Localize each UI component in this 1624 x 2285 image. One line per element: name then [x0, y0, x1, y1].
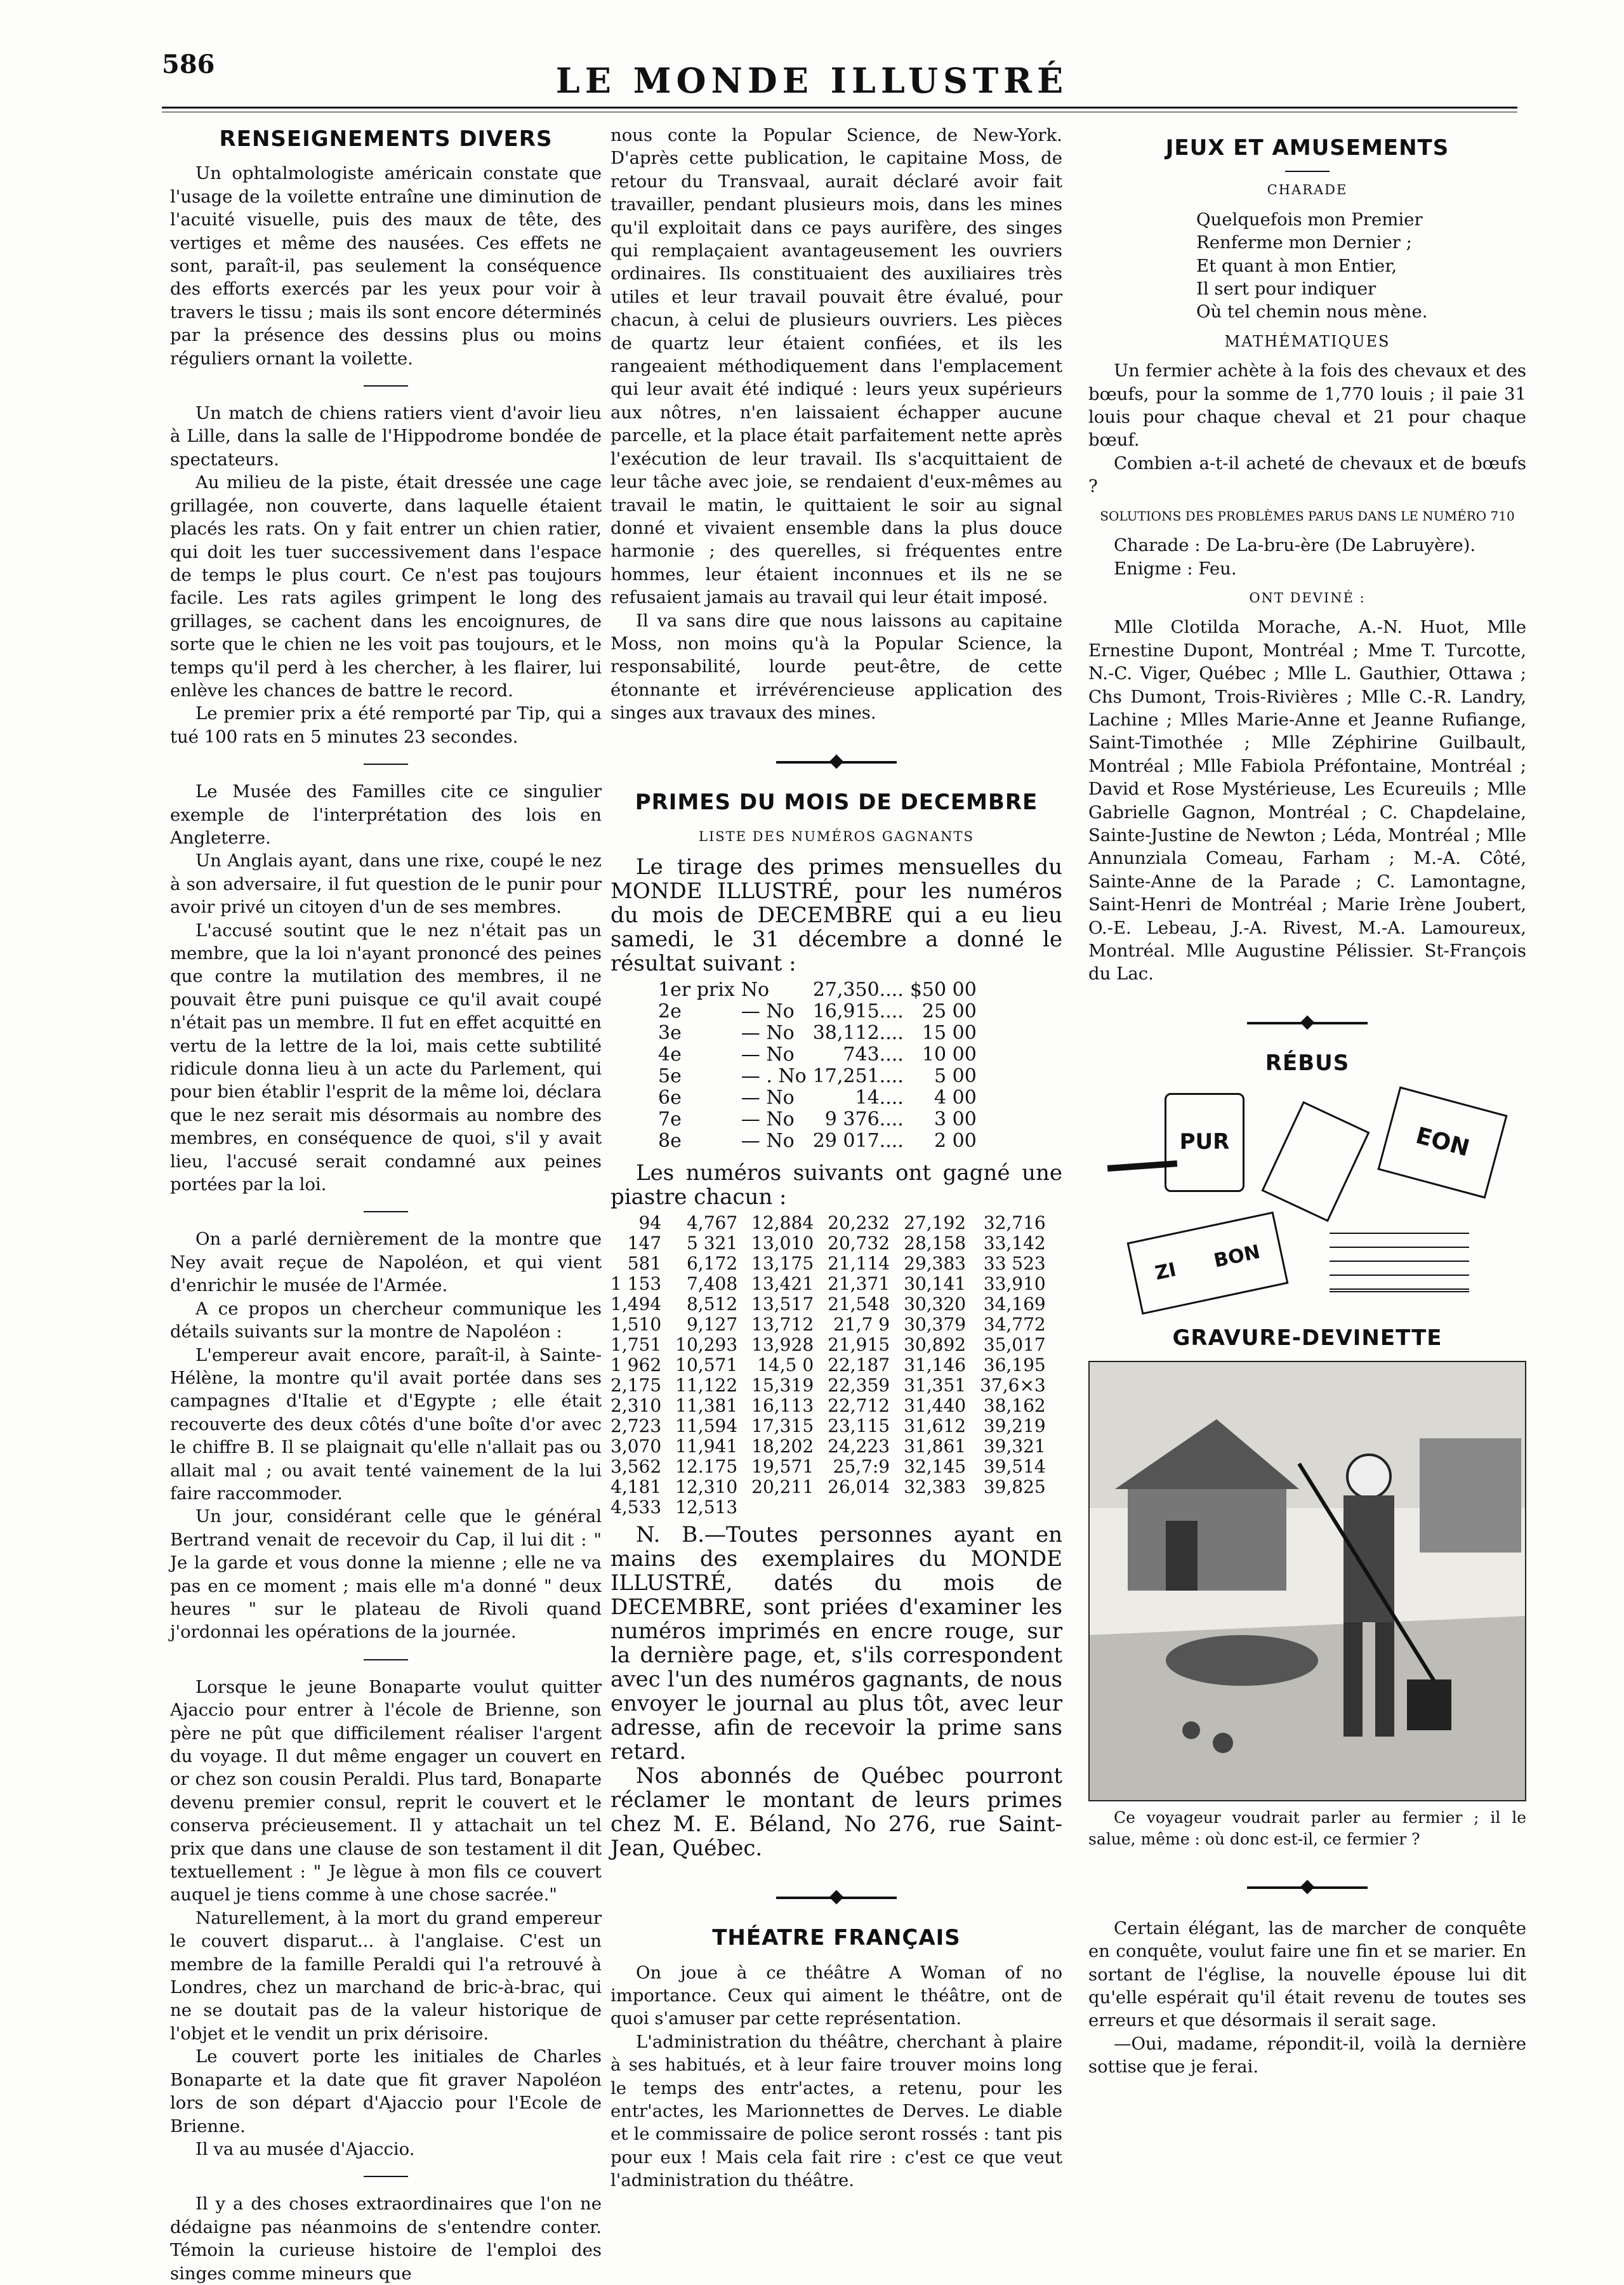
math-label: MATHÉMATIQUES: [1224, 332, 1390, 350]
numbers-row: [611, 1294, 1060, 1315]
numbers-row: [611, 1233, 1060, 1254]
winning-number: 2,175: [611, 1374, 662, 1396]
article-paragraph: Le premier prix a été remporté par Tip, qui a tué 100 rats en 5 minutes 23 secondes.: [170, 703, 602, 747]
winning-number: 27,192: [904, 1212, 967, 1233]
winning-number: 31,861: [904, 1435, 967, 1457]
winning-number: 34,169: [983, 1293, 1046, 1315]
winning-number: [828, 1497, 904, 1518]
quebec-notice: Nos abonnés de Québec pourront réclamer le montant de leurs primes chez M. E. Béland, No 276, rue Saint-Jean, Québec.: [611, 1763, 1062, 1861]
article-paragraph: Il y a des choses extraordinaires que l'on ne dédaigne pas néanmoins de s'entendre conter. Témoin la curieuse histoire de l'emploi des singes comme mineurs que: [170, 2194, 602, 2284]
prize-amount: 25 00: [921, 1000, 977, 1023]
winning-number: 12,513: [675, 1496, 738, 1518]
prize-number: 14....: [855, 1086, 904, 1109]
winning-number: 26,014: [828, 1476, 890, 1497]
winning-number: 36,195: [983, 1354, 1046, 1375]
section-title-renseignements: RENSEIGNEMENTS DIVERS: [219, 126, 553, 152]
prize-amount: 10 00: [921, 1043, 977, 1066]
piastre-intro: Les numéros suivants ont gagné une piastre chacun :: [611, 1160, 1062, 1210]
prize-rank: 3e: [658, 1021, 682, 1044]
gravure-illustration: [1088, 1361, 1526, 1801]
prize-row: [658, 1044, 983, 1066]
verse-line: Quelquefois mon Premier: [1196, 209, 1423, 230]
winning-number: [904, 1497, 980, 1518]
winning-number: 1,751: [611, 1334, 662, 1355]
prize-rank: 2e: [658, 1000, 682, 1023]
verse-line: Il sert pour indiquer: [1196, 279, 1376, 300]
winning-number: 30,320: [904, 1293, 967, 1315]
winning-number: 39,825: [983, 1476, 1046, 1497]
masthead: LE MONDE ILLUSTRÉ: [555, 60, 1069, 101]
winning-number: 10,293: [675, 1334, 738, 1355]
winning-number: 32,716: [983, 1212, 1046, 1233]
devine-label: ONT DEVINÉ :: [1249, 590, 1366, 606]
solution-line: Enigme : Feu.: [1114, 558, 1237, 579]
gravure-caption: Ce voyageur voudrait parler au fermier ; il le salue, même : où donc est-il, ce fermier ?: [1088, 1808, 1526, 1849]
prizes-table: [658, 979, 983, 1152]
winning-number: 94: [638, 1212, 662, 1233]
separator: [1285, 171, 1330, 172]
winning-number: 3,562: [611, 1455, 662, 1477]
article-paragraph: L'accusé soutint que le nez n'était pas un membre, que la loi n'ayant prononcé des peines que contre la mutilation des membres, il ne pouvait être puni puisque ce qu'il avait coupé n'était pas un membre. Il fut en effet acquitté en vertu de la lettre de la loi, mais cette subtilité ridicule donna lieu à un acte du Parlement, qui pour bien établir l'esprit de la même loi, déclara que le nez serait mis désormais au nombre des membres, en conséquence de quoi, s'il y avait lieu, l'accusé serait condamné aux peines portées par la loi.: [170, 920, 602, 1195]
winning-number: 28,158: [904, 1232, 967, 1254]
winning-number: 21,7 9: [833, 1313, 890, 1335]
ornament-divider: [1088, 1872, 1526, 1895]
prize-dash: — No: [741, 1086, 795, 1109]
prize-row: [658, 1130, 983, 1152]
winning-number: 9,127: [686, 1313, 738, 1335]
separator: [364, 1659, 408, 1660]
winning-number: 13,928: [751, 1334, 814, 1355]
prize-row: [658, 1023, 983, 1044]
column-left: [170, 124, 602, 2285]
winning-number: 7,408: [686, 1273, 738, 1294]
winning-number: 24,223: [828, 1435, 890, 1457]
prize-number: 27,350....: [812, 978, 904, 1001]
charade-label: CHARADE: [1267, 182, 1348, 198]
winning-number: 31,612: [904, 1415, 967, 1436]
verse-line: Et quant à mon Entier,: [1196, 255, 1397, 276]
winning-number: 34,772: [983, 1313, 1046, 1335]
winning-number: 33,910: [983, 1273, 1046, 1294]
winning-number: 1,494: [611, 1293, 662, 1315]
prize-row: [658, 1087, 983, 1109]
separator: [364, 2176, 408, 2177]
primes-subtitle: LISTE DES NUMÉROS GAGNANTS: [699, 829, 974, 845]
separator: [364, 764, 408, 765]
nb-notice: N. B.—Toutes personnes ayant en mains des exemplaires du MONDE ILLUSTRÉ, datés du mois de DECEMBRE, sont priées d'examiner les numéros imprimés en encre rouge, sur la dernière page, et, s'ils correspondent avec l'un des numéros gagnants, de nous envoyer le journal au plus tôt, avec leur adresse, afin de recevoir la prime sans retard.: [611, 1521, 1062, 1765]
numbers-row: [611, 1254, 1060, 1274]
winning-number: 12,884: [751, 1212, 814, 1233]
article-paragraph: L'administration du théâtre, cherchant à plaire à ses habitués, et à leur faire trouver moins long le temps des entr'actes, a retenu, pour les entr'actes, les Marionnettes de Derves. Le diable et le commissaire de police seront rossés : tant pis pour eux ! Mais cela fait rire : c'est ce que veut l'administration du théâtre.: [611, 2031, 1062, 2191]
prize-number: 9 376....: [824, 1108, 904, 1130]
article-paragraph: Il va sans dire que nous laissons au capitaine Moss, non moins qu'à la Popular Science, la responsabilité, lourde peut-être, de cette étonnante et irrévérencieuse application des singes aux travaux des mines.: [611, 610, 1062, 724]
winning-number: [980, 1497, 1060, 1518]
winning-number: 11,381: [675, 1394, 738, 1416]
verse-line: Renferme mon Dernier ;: [1196, 232, 1412, 253]
winning-number: 13,010: [751, 1232, 814, 1254]
article-paragraph: A ce propos un chercheur communique les détails suivants sur la montre de Napoléon :: [170, 1298, 602, 1342]
winning-number: 1 962: [611, 1354, 662, 1375]
article-paragraph: Il va au musée d'Ajaccio.: [195, 2138, 415, 2159]
prize-amount: 5 00: [934, 1064, 977, 1087]
prize-number: 38,112....: [812, 1021, 904, 1044]
winning-number: 11,594: [675, 1415, 738, 1436]
rebus-ticket: [1127, 1211, 1289, 1315]
winning-number: 21,915: [828, 1334, 890, 1355]
winning-number: 4,767: [686, 1212, 738, 1233]
winning-number: 1 153: [611, 1273, 662, 1294]
winning-number: 581: [627, 1252, 662, 1274]
section-title-theatre: THÉATRE FRANÇAIS: [712, 1925, 961, 1951]
winning-number: 21,548: [828, 1293, 890, 1315]
winning-number: 18,202: [751, 1435, 814, 1457]
winning-number: 22,187: [828, 1354, 890, 1375]
prize-row: [658, 1066, 983, 1087]
winning-number: 20,732: [828, 1232, 890, 1254]
prize-dash: — No: [741, 1108, 795, 1130]
winning-number: 23,115: [828, 1415, 890, 1436]
numbers-row: [611, 1477, 1060, 1497]
prize-row: [658, 979, 983, 1001]
rebus-illustration: [1088, 1087, 1526, 1315]
prize-amount: 15 00: [921, 1021, 977, 1044]
winning-number: 29,383: [904, 1252, 967, 1274]
winning-number: 11,941: [675, 1435, 738, 1457]
separator: [364, 385, 408, 387]
article-paragraph: Un match de chiens ratiers vient d'avoir lieu à Lille, dans la salle de l'Hippodrome bondée de spectateurs.: [170, 403, 602, 470]
prize-rank: 6e: [658, 1086, 682, 1109]
winning-number: 2,723: [611, 1415, 662, 1436]
devine-list: Mlle Clotilda Morache, A.-N. Huot, Mlle Ernestine Dupont, Montréal ; Mme T. Turcotte, N.-C. Viger, Québec ; Mlle L. Gauthier, Ottawa ; Chs Dumont, Trois-Rivières ; Mlle C.-R. Landry, Lachine ; Mlles Marie-Anne et Jeanne Rufiange, Saint-Timothée ; Mlle Zéphirine Guilbault, Montréal ; Mlle Fabiola Préfontaine, Montréal ; David et Rose Mystérieuse, Les Ecureuils ; Mlle Gabrielle Gagnon, Montréal ; C. Chapdelaine, Sainte-Justine de Newton ; Léda, Montréal ; Mlle Annunziala Comeau, Farham ; M.-A. Côté, Sainte-Anne de la Parade ; C. Lamontagne, Saint-Henri de Montréal ; Marie Irène Joubert, O.-E. Lebeau, J.-A. Rivest, M.-A. Lamoureux, Montréal. Mlle Augustine Pélissier. St-François du Lac.: [1088, 617, 1526, 984]
prize-amount: 2 00: [934, 1129, 977, 1152]
winning-number: 39,514: [983, 1455, 1046, 1477]
article-paragraph: Lorsque le jeune Bonaparte voulut quitter Ajaccio pour entrer à l'école de Brienne, son père ne pût que difficilement réaliser l'argent du voyage. Il dut même engager un couvert en or chez son cousin Peraldi. Plus tard, Bonaparte devenu premier consul, reprit le couvert et le conserva précieusement. Il y attachait un tel prix que dans une clause de son testament il dit textuellement : " Je lègue à mon fils ce couvert auquel je tiens comme à une chose sacrée.": [170, 1676, 602, 1905]
math-problem: Un fermier achète à la fois des chevaux et des bœufs, pour la somme de 1,770 louis ; il paie 31 louis pour chaque cheval et 21 pour chaque bœuf.: [1088, 361, 1526, 451]
prize-number: 17,251....: [812, 1064, 904, 1087]
rebus-flag: [1377, 1086, 1507, 1198]
prize-dash: — No: [741, 1000, 795, 1023]
article-paragraph: Au milieu de la piste, était dressée une cage grillagée, non couverte, dans laquelle étaient placés les rats. On y fait entrer un chien ratier, qui doit les tuer successivement dans l'espace de temps le plus court. Ce n'est pas toujours facile. Les rats agiles grimpent le long des grillages, se cachent dans les encoignures, de sorte que le chien ne les voit pas toujours, et le temps qu'il perd à les chercher, à les flairer, lui enlève les chances de battre le record.: [170, 472, 602, 701]
column-middle: [611, 124, 1062, 2192]
rebus-word: ZI: [1152, 1258, 1178, 1285]
winning-number: 3,070: [611, 1435, 662, 1457]
winning-number: 13,517: [751, 1293, 814, 1315]
numbers-row: [611, 1457, 1060, 1477]
winning-number: 38,162: [983, 1394, 1046, 1416]
winning-number: 12,310: [675, 1476, 738, 1497]
header-rule: [162, 107, 1517, 109]
winning-number: 31,351: [904, 1374, 967, 1396]
primes-intro: Le tirage des primes mensuelles du MONDE ILLUSTRÉ, pour les numéros du mois de DECEMBRE qui a eu lieu samedi, le 31 décembre a donné le résultat suivant :: [611, 854, 1062, 976]
prize-rank: 1er prix: [658, 978, 735, 1001]
numbers-row: [611, 1355, 1060, 1375]
winning-number: 32,383: [904, 1476, 967, 1497]
winning-number: 35,017: [983, 1334, 1046, 1355]
winning-number: 12.175: [675, 1455, 738, 1477]
winning-number: 20,211: [751, 1476, 814, 1497]
winning-numbers-table: [611, 1213, 1060, 1518]
winning-number: 15,319: [751, 1374, 814, 1396]
winning-number: 5 321: [686, 1232, 738, 1254]
winning-number: 19,571: [751, 1455, 814, 1477]
prize-dash: — No: [741, 1129, 795, 1152]
winning-number: 22,712: [828, 1394, 890, 1416]
prize-row: [658, 1109, 983, 1130]
winning-number: 11,122: [675, 1374, 738, 1396]
winning-number: 21,114: [828, 1252, 890, 1274]
math-question: Combien a-t-il acheté de chevaux et de bœufs ?: [1088, 453, 1526, 497]
page-number: 586: [162, 50, 215, 79]
prize-amount: 3 00: [934, 1108, 977, 1130]
prize-number: 16,915....: [812, 1000, 904, 1023]
numbers-row: [611, 1416, 1060, 1436]
winning-number: 22,359: [828, 1374, 890, 1396]
winning-number: 25,7:9: [833, 1455, 890, 1477]
prize-row: [658, 1001, 983, 1023]
winning-number: 4,533: [611, 1496, 662, 1518]
article-paragraph: Un Anglais ayant, dans une rixe, coupé le nez à son adversaire, il fut question de le punir pour avoir privé un citoyen d'un de ses membres.: [170, 851, 602, 918]
ornament-divider: [611, 746, 1062, 769]
numbers-row: [611, 1375, 1060, 1396]
winning-number: 6,172: [686, 1252, 738, 1274]
verse-line: Où tel chemin nous mène.: [1196, 301, 1428, 322]
numbers-row: [611, 1497, 1060, 1518]
prize-rank: 8e: [658, 1129, 682, 1152]
numbers-row: [611, 1335, 1060, 1355]
winning-number: 33,142: [983, 1232, 1046, 1254]
winning-number: 10,571: [675, 1354, 738, 1375]
article-paragraph: Un jour, considérant celle que le général Bertrand venait de recevoir du Cap, il lui dit : " Je la garde et vous donne la mienne ; elle ne va pas en ce moment ; mais elle m'a donné " deux heures " sur le plateau de Rivoli quand j'ordonnai les opérations de la journée.: [170, 1506, 602, 1643]
winning-number: 16,113: [751, 1394, 814, 1416]
numbers-row: [611, 1274, 1060, 1294]
winning-number: 31,440: [904, 1394, 967, 1416]
winning-number: 20,232: [828, 1212, 890, 1233]
prize-dash: — . No: [741, 1064, 807, 1087]
winning-number: 2,310: [611, 1394, 662, 1416]
column-right: [1088, 124, 1526, 2079]
separator: [364, 1211, 408, 1212]
prize-rank: 7e: [658, 1108, 682, 1130]
prize-amount: 4 00: [934, 1086, 977, 1109]
anecdote-paragraph: —Oui, madame, répondit-il, voilà la dernière sottise que je ferai.: [1088, 2033, 1526, 2077]
winning-number: 21,371: [828, 1273, 890, 1294]
winning-number: 30,141: [904, 1273, 967, 1294]
prize-dash: — No: [741, 1021, 795, 1044]
article-paragraph: Naturellement, à la mort du grand empereur le couvert disparut... à l'anglaise. C'est un membre de la famille Peraldi qui l'a retrouvé à Londres, chez un marchand de bric-à-brac, qui ne se doutait pas de la valeur historique de l'objet et le vendit un prix dérisoire.: [170, 1907, 602, 2044]
charade-verse: [1088, 208, 1526, 324]
winning-number: 30,892: [904, 1334, 967, 1355]
article-paragraph: On joue à ce théâtre A Woman of no importance. Ceux qui aiment le théâtre, ont de quoi s'amuser par cette représentation.: [611, 1962, 1062, 2029]
article-paragraph: Un ophtalmologiste américain constate que l'usage de la voilette entraîne une diminution de l'acuité visuelle, puis des maux de tête, des vertiges et même des nausées. Ces effets ne sont, paraît-il, pas seulement la conséquence des efforts exercés par les yeux pour voir à travers le tissu ; mais ils sont encore déterminés par la présence des dessins plus ou moins réguliers ornant la voilette.: [170, 163, 602, 369]
article-paragraph: L'empereur avait encore, paraît-il, à Sainte-Hélène, la montre qu'il avait portée dans ses campagnes d'Italie et d'Egypte ; elle était recouverte des deux côtés d'une boîte d'or avec le chiffre B. Il se plaignait qu'elle n'allait pas ou allait mal ; ou avait tenté vainement de la lui faire raccommoder.: [170, 1344, 602, 1504]
rebus-word: BON: [1211, 1240, 1262, 1272]
winning-number: 13,175: [751, 1252, 814, 1274]
winning-number: 39,321: [983, 1435, 1046, 1457]
winning-number: 32,145: [904, 1455, 967, 1477]
winning-number: 17,315: [751, 1415, 814, 1436]
winning-number: 13,421: [751, 1273, 814, 1294]
solution-line: Charade : De La-bru-ère (De Labruyère).: [1114, 535, 1476, 556]
winning-number: 33 523: [983, 1252, 1046, 1274]
solutions-label: SOLUTIONS DES PROBLÈMES PARUS DANS LE NUMÉRO 710: [1100, 508, 1515, 524]
winning-number: 4,181: [611, 1476, 662, 1497]
winning-number: 147: [627, 1232, 662, 1254]
winning-number: 13,712: [751, 1313, 814, 1335]
winning-number: 37,6×3: [980, 1374, 1046, 1396]
article-paragraph: Le couvert porte les initiales de Charles Bonaparte et la date que fit graver Napoléon lors de son départ d'Ajaccio pour l'Ecole de Brienne.: [170, 2046, 602, 2136]
rebus-book: [1261, 1101, 1370, 1221]
article-paragraph: Le Musée des Familles cite ce singulier exemple de l'interprétation des lois en Angleterre.: [170, 781, 602, 848]
section-title-jeux: JEUX ET AMUSEMENTS: [1165, 135, 1449, 161]
rebus-word: PUR: [1179, 1129, 1230, 1155]
anecdote-paragraph: Certain élégant, las de marcher de conquête en conquête, voulut faire une fin et se marier. En sortant de l'église, la nouvelle épouse lui dit qu'elle espérait qu'il était revenu de toutes ses erreurs et que désormais il serait sage.: [1088, 1917, 1526, 2031]
rebus-word: EON: [1413, 1122, 1472, 1162]
ornament-divider: [1088, 1007, 1526, 1030]
ornament-divider: [611, 1882, 1062, 1905]
prize-amount: $50 00: [909, 978, 977, 1001]
prize-rank: 4e: [658, 1043, 682, 1066]
winning-number: 1,510: [611, 1313, 662, 1335]
winning-number: 14,5 0: [757, 1354, 814, 1375]
article-paragraph: nous conte la Popular Science, de New-York. D'après cette publication, le capitaine Moss, de retour du Transvaal, aurait déclaré avoir fait travailler, pendant plusieurs mois, dans les mines qu'il exploitait dans ce pays aurifère, des singes qui remplaçaient avantageusement les ouvriers ordinaires. Ils constituaient des auxiliaires très utiles et leur travail pouvait être évalué, pour chacun, à celui de plusieurs ouvriers. Les pièces de quartz leur étaient confiées, et ils les rangeaient méthodiquement dans l'emplacement qui leur avait été indiqué : leurs yeux supérieurs aux nôtres, n'en laissaient échapper aucune parcelle, et la place était parfaitement nette après l'exécution de leur travail. Ils s'acquittaient de leur tâche avec joie, se rendaient d'eux-mêmes au travail le matin, le quittaient le soir au signal donné et vivaient ensemble dans la plus douce harmonie ; des querelles, si fréquentes entre hommes, leur étaient inconnues et ils ne se refusaient jamais au travail qui leur était imposé.: [611, 125, 1062, 608]
winning-number: [751, 1497, 828, 1518]
rebus-music-staff: [1330, 1233, 1469, 1292]
numbers-row: [611, 1436, 1060, 1457]
rebus-bottle: [1165, 1093, 1244, 1192]
prize-rank: 5e: [658, 1064, 682, 1087]
section-title-primes: PRIMES DU MOIS DE DECEMBRE: [635, 789, 1038, 815]
winning-number: 39,219: [983, 1415, 1046, 1436]
winning-number: 31,146: [904, 1354, 967, 1375]
prize-number: 743....: [843, 1043, 904, 1066]
prize-dash: — No: [741, 1043, 795, 1066]
numbers-row: [611, 1213, 1060, 1233]
prize-dash: No: [741, 978, 770, 1001]
section-title-rebus: RÉBUS: [1265, 1050, 1350, 1076]
winning-number: 8,512: [686, 1293, 738, 1315]
section-title-gravure: GRAVURE-DEVINETTE: [1172, 1325, 1442, 1351]
numbers-row: [611, 1315, 1060, 1335]
article-paragraph: On a parlé dernièrement de la montre que Ney avait reçue de Napoléon, et qui vient d'enrichir le musée de l'Armée.: [170, 1229, 602, 1296]
numbers-row: [611, 1396, 1060, 1416]
prize-number: 29 017....: [812, 1129, 904, 1152]
winning-number: 30,379: [904, 1313, 967, 1335]
